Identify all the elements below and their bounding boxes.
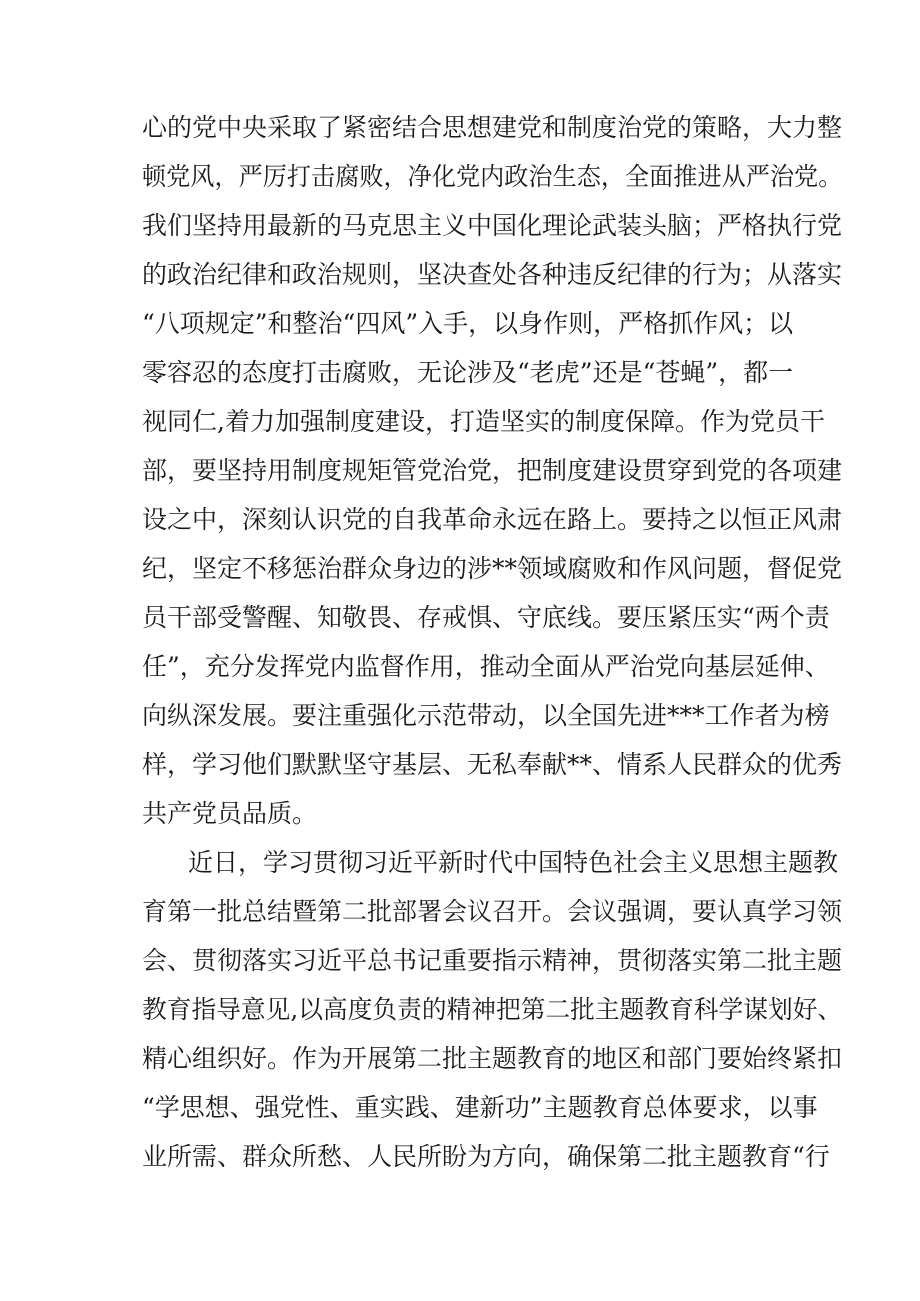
text-line: 育第一批总结暨第二批部署会议召开。会议强调，要认真学习领 <box>142 897 842 926</box>
text-line: 我们坚持用最新的马克思主义中国化理论武装头脑；严格执行党 <box>142 211 842 240</box>
text-line: 零容忍的态度打击腐败，无论涉及“老虎”还是“苍蝇”，都一 <box>142 358 794 387</box>
text-line: 的政治纪律和政治规则，坚决查处各种违反纪律的行为；从落实 <box>142 260 842 289</box>
text-line: 视同仁,着力加强制度建设，打造坚实的制度保障。作为党员干 <box>142 407 825 436</box>
text-line: 心的党中央采取了紧密结合思想建党和制度治党的策略，大力整 <box>142 113 842 142</box>
text-line: 精心组织好。作为开展第二批主题教育的地区和部门要始终紧扣 <box>142 1044 842 1073</box>
text-line: 向纵深发展。要注重强化示范带动，以全国先进***工作者为榜 <box>142 701 830 730</box>
text-line: 顿党风，严厉打击腐败，净化党内政治生态，全面推进从严治党。 <box>142 162 843 191</box>
text-line: “八项规定”和整治“四风”入手，以身作则，严格抓作风；以 <box>142 309 794 338</box>
text-line: 教育指导意见,以高度负责的精神把第二批主题教育科学谋划好、 <box>142 995 843 1024</box>
text-line: 会、贯彻落实习近平总书记重要指示精神，贯彻落实第二批主题 <box>142 946 842 975</box>
paragraph-first-line: 近日，学习贯彻习近平新时代中国特色社会主义思想主题教 <box>188 848 839 877</box>
text-line: 部，要坚持用制度规矩管党治党，把制度建设贯穿到党的各项建 <box>142 456 842 485</box>
text-line: 样，学习他们默默坚守基层、无私奉献**、情系人民群众的优秀 <box>142 750 842 779</box>
text-line: 员干部受警醒、知敬畏、存戒惧、守底线。要压紧压实“两个责 <box>142 603 830 632</box>
text-line: 设之中，深刻认识党的自我革命永远在路上。要持之以恒正风肃 <box>142 505 842 534</box>
text-line: 纪，坚定不移惩治群众身边的涉**领域腐败和作风问题，督促党 <box>142 554 842 583</box>
text-line: 共产党员品质。 <box>142 799 318 828</box>
text-line: 任”，充分发挥党内监督作用，推动全面从严治党向基层延伸、 <box>142 652 830 681</box>
text-line: “学思想、强党性、重实践、建新功”主题教育总体要求，以事 <box>142 1093 818 1122</box>
text-line: 业所需、群众所愁、人民所盼为方向，确保第二批主题教育“行 <box>142 1142 830 1171</box>
